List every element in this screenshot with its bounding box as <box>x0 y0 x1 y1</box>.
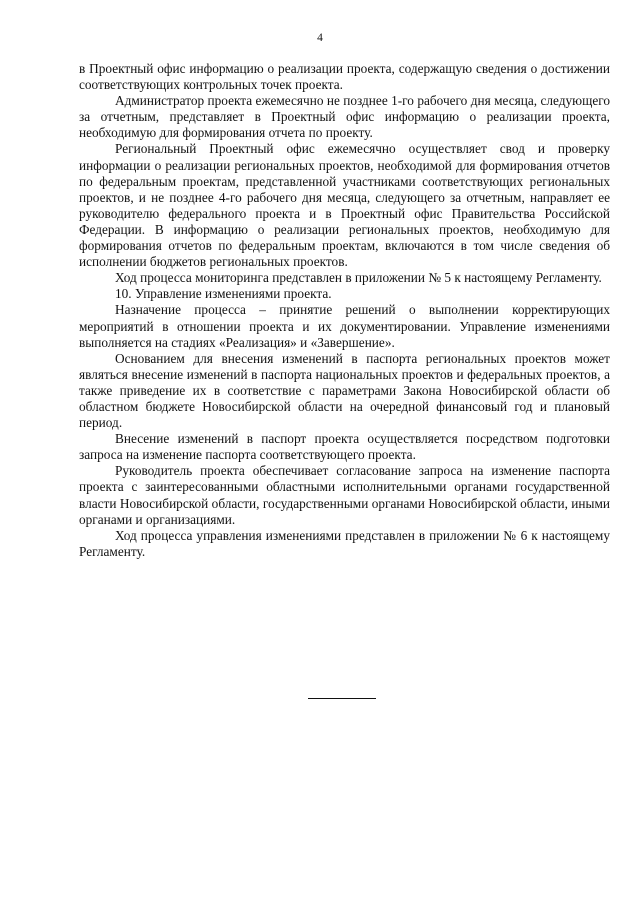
end-divider-line <box>308 698 376 699</box>
paragraph-change-grounds: Основанием для внесения изменений в паспорта региональных проектов может являться внесение изменений в паспорта национальных проектов и федеральных проектов, а также приведение их в соответствие с параметрами Закона Новосибирской области об областном бюджете Новосибирской области на очередной финансовый год и плановый период. <box>79 350 610 431</box>
paragraph-process-purpose: Назначение процесса – принятие решений о выполнении корректирующих мероприятий в отношении проекта и их документировании. Управление изменениями выполняется на стадиях «Реализация» и «Завершение». <box>79 302 610 350</box>
paragraph-approval: Руководитель проекта обеспечивает согласование запроса на изменение паспорта проекта с заинтересованными областными исполнительными органами государственной власти Новосибирской области, государственными органами Новосибирской области, иными органами и организациями. <box>79 463 610 527</box>
paragraph-administrator-reporting: Администратор проекта ежемесячно не позднее 1-го рабочего дня месяца, следующего за отчетным, представляет в Проектный офис информацию о реализации проекта, необходимую для формирования отчета по проекту. <box>79 93 610 141</box>
document-body <box>79 61 610 560</box>
paragraph-change-appendix: Ход процесса управления изменениями представлен в приложении № 6 к настоящему Регламенту. <box>79 527 610 559</box>
page-number: 4 <box>317 32 323 44</box>
section-heading-change-management: 10. Управление изменениями проекта. <box>115 286 332 302</box>
paragraph-change-request: Внесение изменений в паспорт проекта осуществляется посредством подготовки запроса на изменение паспорта соответствующего проекта. <box>79 431 610 463</box>
paragraph-regional-office-reporting: Региональный Проектный офис ежемесячно осуществляет свод и проверку информации о реализации региональных проектов, необходимой для формирования отчетов по федеральным проектам, представленной участниками соответствующих региональных проектов, и не позднее 4-го рабочего дня месяца, следующего за отчетным, направляет ее руководителю федерального проекта и в Проектный офис Правительства Российской Федерации. В информацию о реализации региональных проектов, необходимую для формирования отчетов по федеральным проектам, включаются в том числе сведения об исполнении бюджетов региональных проектов. <box>79 141 610 270</box>
paragraph-monitoring-appendix: Ход процесса мониторинга представлен в приложении № 5 к настоящему Регламенту. <box>115 270 602 286</box>
paragraph-continuation: в Проектный офис информацию о реализации проекта, содержащую сведения о достижении соответствующих контрольных точек проекта. <box>79 61 610 93</box>
